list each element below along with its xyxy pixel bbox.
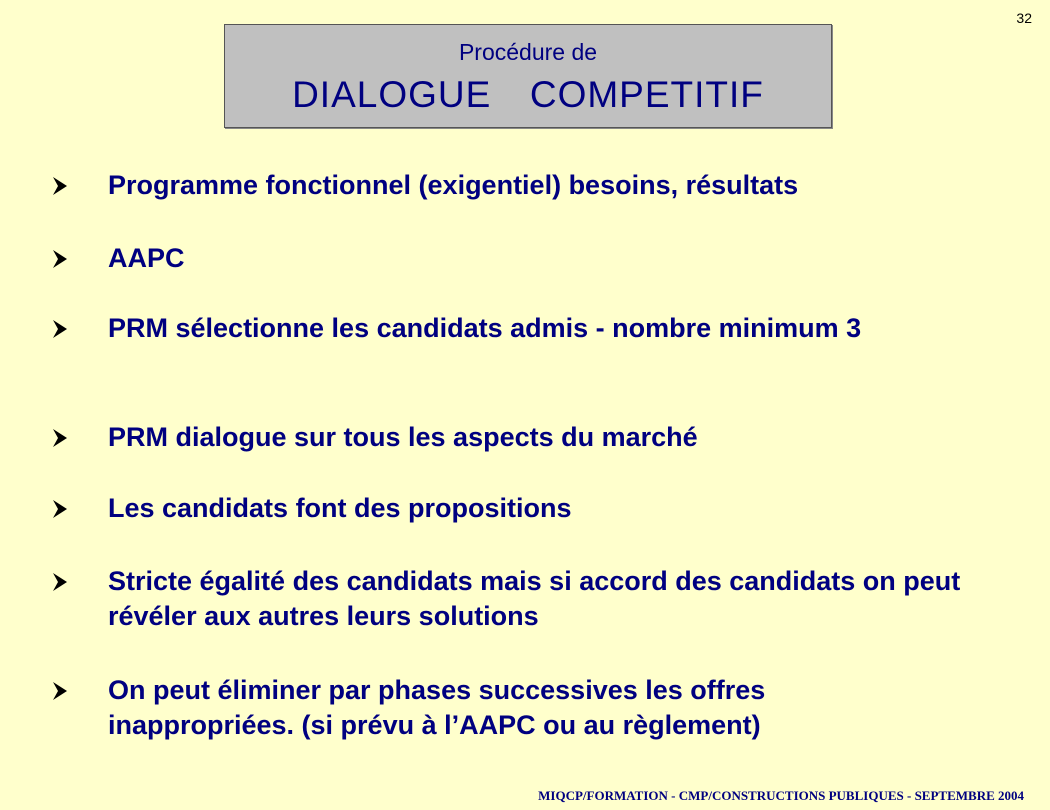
arrowhead-bullet-icon <box>52 168 108 204</box>
arrowhead-bullet-icon <box>52 311 108 347</box>
arrowhead-bullet-icon <box>52 564 108 600</box>
bullet-text: PRM sélectionne les candidats admis - nombre minimum 3 <box>108 313 862 343</box>
bullet-item <box>52 564 1008 634</box>
bullet-item <box>52 241 1008 277</box>
footer-credit: MIQCP/FORMATION - CMP/CONSTRUCTIONS PUBLIQUES - SEPTEMBRE 2004 <box>538 788 1024 803</box>
bullet-text: Stricte égalité des candidats mais si accord des candidats on peut révéler aux autres leurs solutions <box>108 566 961 631</box>
bullet-text: On peut éliminer par phases successives les offres inappropriées. (si prévu à l’AAPC ou au règlement) <box>108 675 766 740</box>
arrowhead-bullet-icon <box>52 491 108 527</box>
bullet-text: Programme fonctionnel (exigentiel) besoins, résultats <box>108 170 799 200</box>
arrowhead-bullet-icon <box>52 420 108 456</box>
slide-subtitle: Procédure de <box>458 39 598 65</box>
page-number: 32 <box>1016 10 1032 26</box>
bullet-item <box>52 168 1008 204</box>
bullet-item <box>52 420 1008 456</box>
arrowhead-bullet-icon <box>52 241 108 277</box>
title-box <box>224 24 832 128</box>
bullet-item <box>52 673 928 743</box>
bullet-text: PRM dialogue sur tous les aspects du marché <box>108 422 698 452</box>
bullet-text: AAPC <box>108 243 185 273</box>
bullet-item <box>52 311 988 347</box>
bullet-item <box>52 491 1008 527</box>
bullet-text: Les candidats font des propositions <box>108 493 572 523</box>
arrowhead-bullet-icon <box>52 673 108 709</box>
slide-title: DIALOGUE COMPETITIF <box>292 74 764 115</box>
